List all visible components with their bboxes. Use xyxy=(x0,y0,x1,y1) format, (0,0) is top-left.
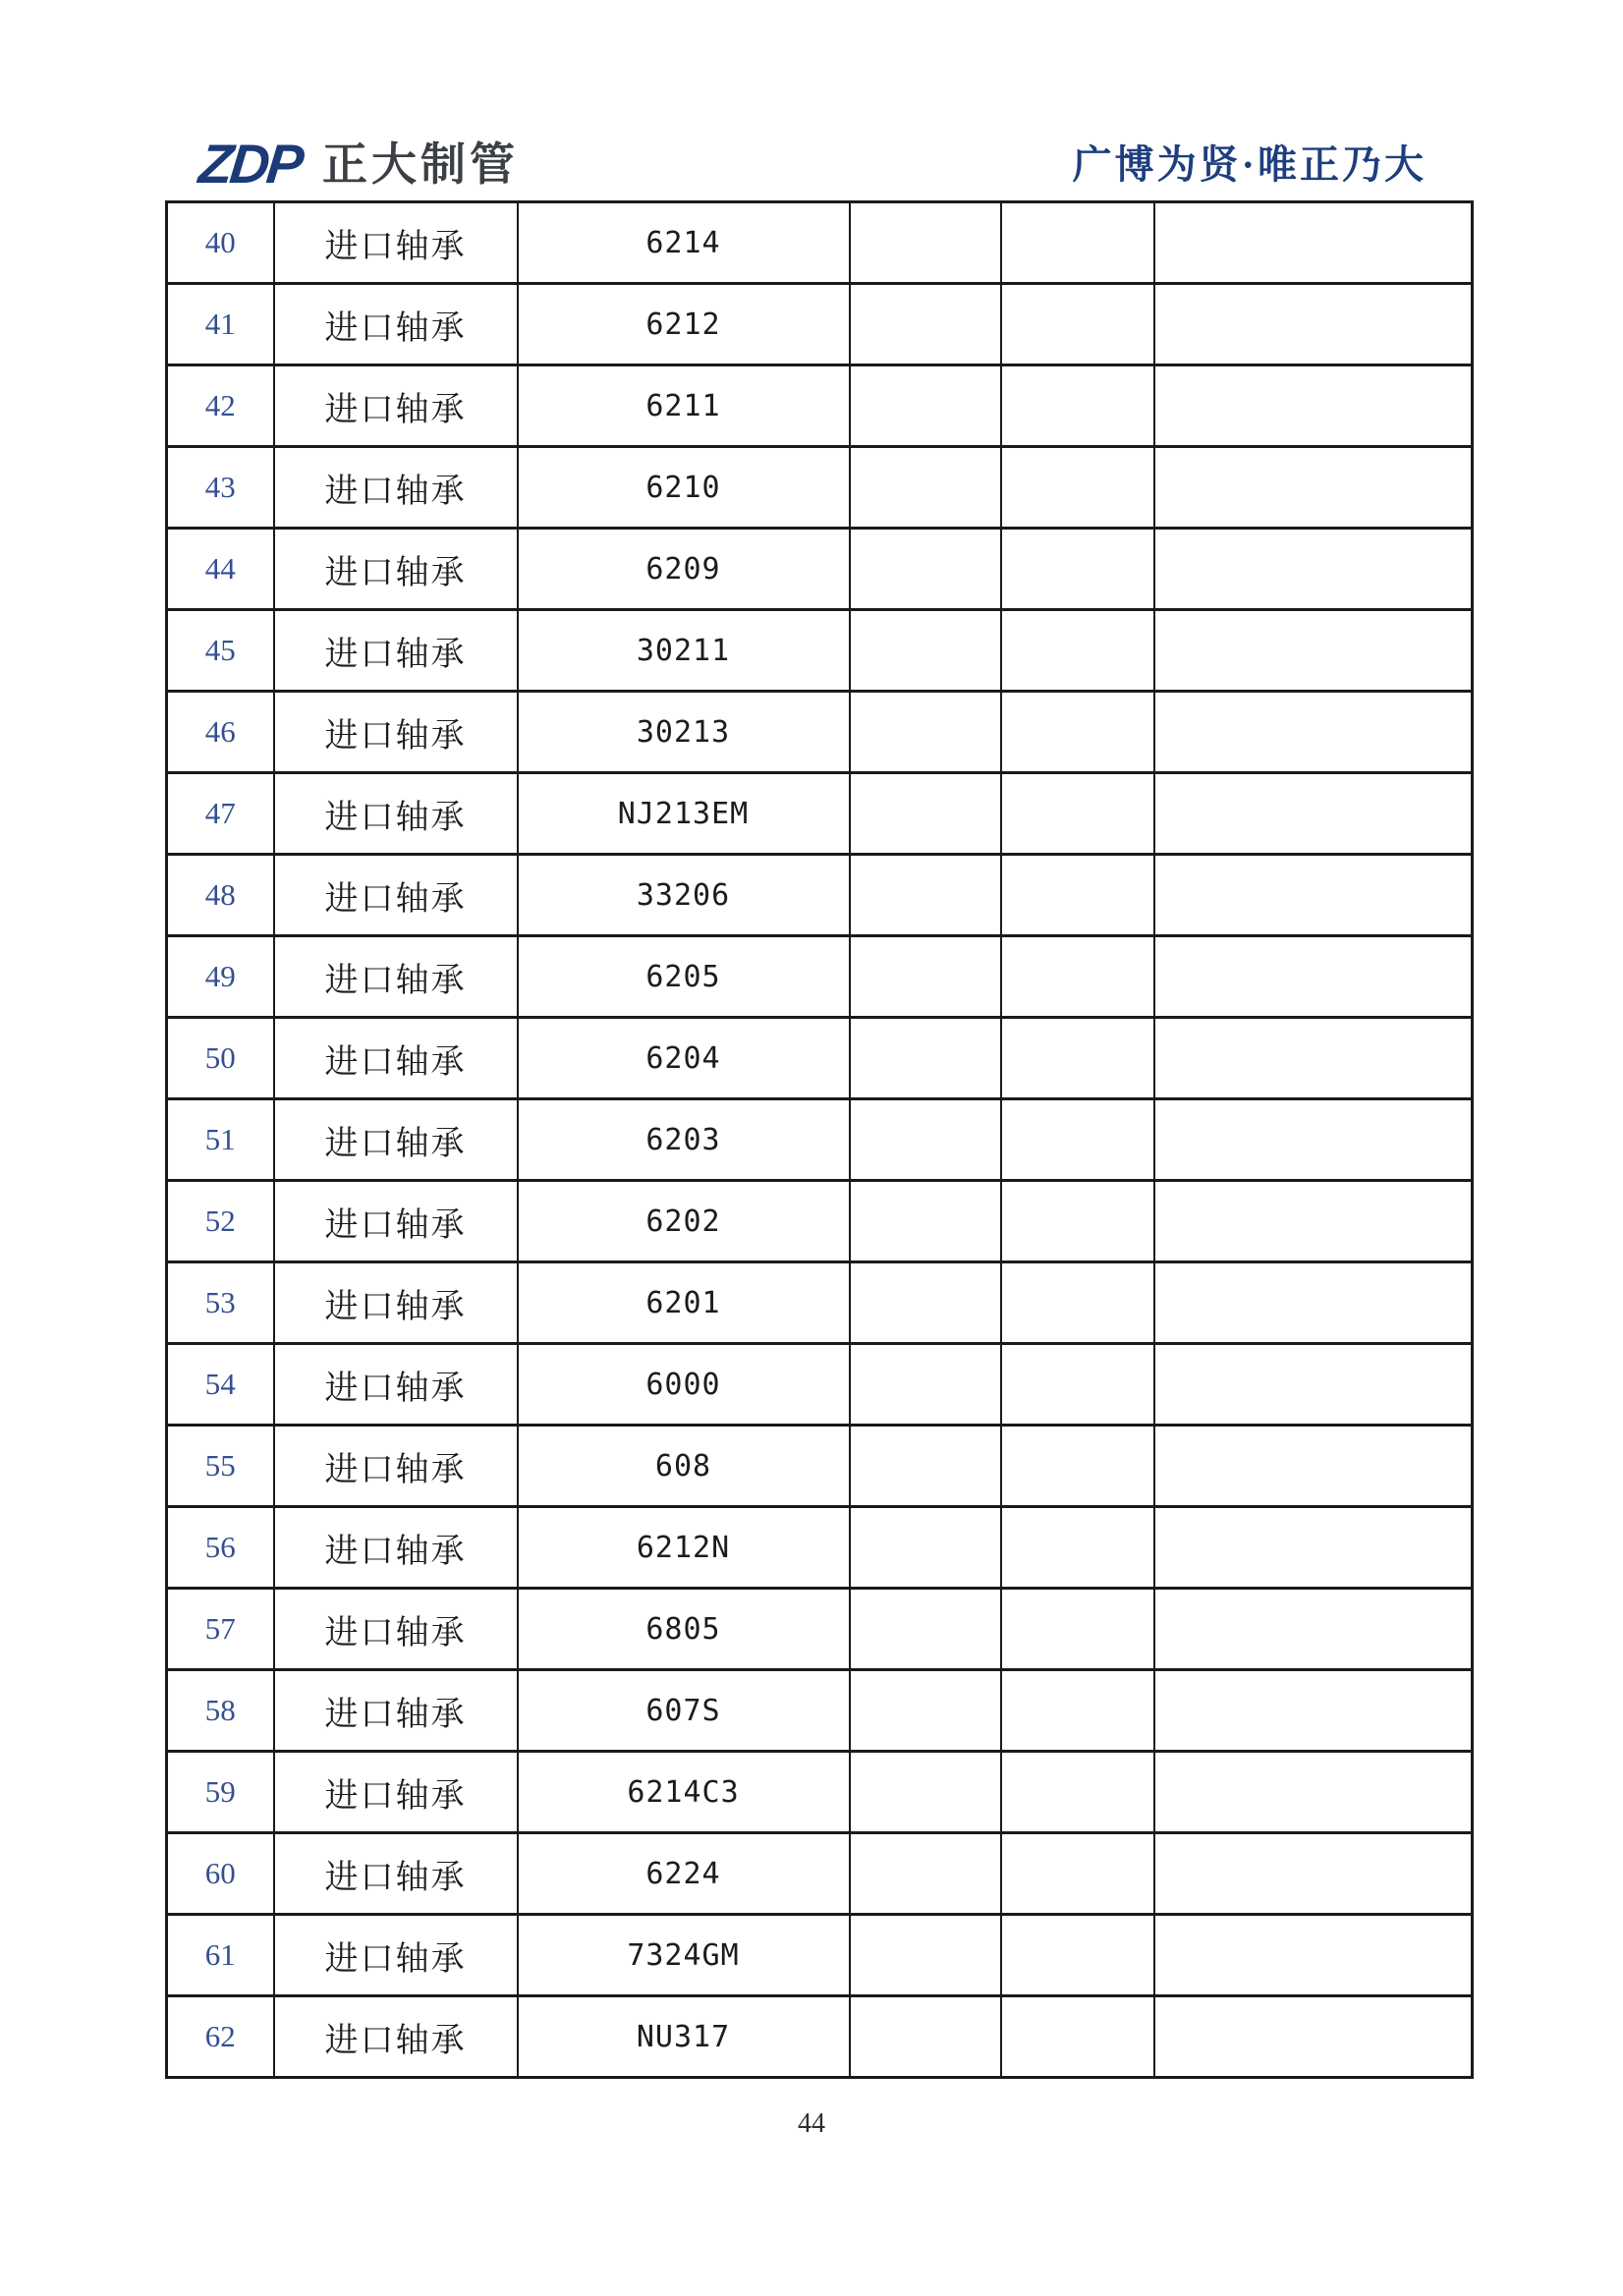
empty-cell-2 xyxy=(1001,1833,1154,1915)
model-number-cell: 6212 xyxy=(518,284,850,365)
empty-cell-2 xyxy=(1001,1344,1154,1426)
row-number-cell: 46 xyxy=(167,692,274,773)
parts-table-body xyxy=(167,202,1473,2078)
model-number-cell: 30211 xyxy=(518,610,850,692)
empty-cell-2 xyxy=(1001,773,1154,855)
empty-cell-1 xyxy=(850,1915,1001,1996)
model-number-cell: 6214C3 xyxy=(518,1752,850,1833)
item-name-cell: 进口轴承 xyxy=(274,1099,518,1181)
empty-cell-2 xyxy=(1001,1262,1154,1344)
empty-cell-2 xyxy=(1001,1915,1154,1996)
empty-cell-2 xyxy=(1001,1018,1154,1099)
empty-cell-1 xyxy=(850,202,1001,284)
empty-cell-3 xyxy=(1154,284,1473,365)
empty-cell-1 xyxy=(850,1426,1001,1507)
empty-cell-2 xyxy=(1001,202,1154,284)
item-name-cell: 进口轴承 xyxy=(274,936,518,1018)
item-name-cell: 进口轴承 xyxy=(274,1018,518,1099)
item-name-cell: 进口轴承 xyxy=(274,855,518,936)
empty-cell-2 xyxy=(1001,936,1154,1018)
row-number-cell: 53 xyxy=(167,1262,274,1344)
item-name-cell: 进口轴承 xyxy=(274,1426,518,1507)
item-name-cell: 进口轴承 xyxy=(274,1262,518,1344)
table-row xyxy=(167,1018,1473,1099)
header-slogan: 广博为贤·唯正乃大 xyxy=(1072,142,1427,187)
row-number-cell: 56 xyxy=(167,1507,274,1589)
empty-cell-3 xyxy=(1154,1262,1473,1344)
empty-cell-2 xyxy=(1001,1752,1154,1833)
table-row xyxy=(167,365,1473,447)
empty-cell-3 xyxy=(1154,1589,1473,1670)
row-number-cell: 60 xyxy=(167,1833,274,1915)
empty-cell-2 xyxy=(1001,1996,1154,2078)
empty-cell-1 xyxy=(850,855,1001,936)
empty-cell-3 xyxy=(1154,1752,1473,1833)
table-row xyxy=(167,1426,1473,1507)
model-number-cell: 6805 xyxy=(518,1589,850,1670)
empty-cell-1 xyxy=(850,1099,1001,1181)
empty-cell-2 xyxy=(1001,1426,1154,1507)
empty-cell-1 xyxy=(850,1262,1001,1344)
row-number-cell: 45 xyxy=(167,610,274,692)
table-row xyxy=(167,692,1473,773)
empty-cell-3 xyxy=(1154,1833,1473,1915)
empty-cell-2 xyxy=(1001,610,1154,692)
row-number-cell: 52 xyxy=(167,1181,274,1262)
table-row xyxy=(167,1507,1473,1589)
item-name-cell: 进口轴承 xyxy=(274,1589,518,1670)
model-number-cell: 6000 xyxy=(518,1344,850,1426)
table-row xyxy=(167,1262,1473,1344)
table-row xyxy=(167,936,1473,1018)
empty-cell-1 xyxy=(850,610,1001,692)
logo-company-name: 正大制管 xyxy=(322,139,519,190)
item-name-cell: 进口轴承 xyxy=(274,1996,518,2078)
item-name-cell: 进口轴承 xyxy=(274,773,518,855)
empty-cell-2 xyxy=(1001,1670,1154,1752)
item-name-cell: 进口轴承 xyxy=(274,202,518,284)
empty-cell-3 xyxy=(1154,1344,1473,1426)
row-number-cell: 54 xyxy=(167,1344,274,1426)
empty-cell-1 xyxy=(850,692,1001,773)
model-number-cell: 6205 xyxy=(518,936,850,1018)
empty-cell-2 xyxy=(1001,855,1154,936)
table-row xyxy=(167,1833,1473,1915)
empty-cell-1 xyxy=(850,1996,1001,2078)
table-row xyxy=(167,1670,1473,1752)
empty-cell-3 xyxy=(1154,610,1473,692)
empty-cell-3 xyxy=(1154,1996,1473,2078)
empty-cell-3 xyxy=(1154,936,1473,1018)
model-number-cell: NU317 xyxy=(518,1996,850,2078)
empty-cell-3 xyxy=(1154,773,1473,855)
model-number-cell: 7324GM xyxy=(518,1915,850,1996)
empty-cell-3 xyxy=(1154,1181,1473,1262)
item-name-cell: 进口轴承 xyxy=(274,1752,518,1833)
empty-cell-1 xyxy=(850,1344,1001,1426)
item-name-cell: 进口轴承 xyxy=(274,284,518,365)
model-number-cell: 608 xyxy=(518,1426,850,1507)
empty-cell-3 xyxy=(1154,1507,1473,1589)
row-number-cell: 62 xyxy=(167,1996,274,2078)
empty-cell-1 xyxy=(850,1018,1001,1099)
empty-cell-3 xyxy=(1154,1426,1473,1507)
empty-cell-2 xyxy=(1001,1507,1154,1589)
model-number-cell: 6204 xyxy=(518,1018,850,1099)
item-name-cell: 进口轴承 xyxy=(274,1507,518,1589)
empty-cell-3 xyxy=(1154,529,1473,610)
empty-cell-2 xyxy=(1001,284,1154,365)
row-number-cell: 47 xyxy=(167,773,274,855)
empty-cell-1 xyxy=(850,447,1001,529)
table-row xyxy=(167,1752,1473,1833)
row-number-cell: 61 xyxy=(167,1915,274,1996)
empty-cell-3 xyxy=(1154,1915,1473,1996)
empty-cell-3 xyxy=(1154,692,1473,773)
model-number-cell: 6212N xyxy=(518,1507,850,1589)
table-row xyxy=(167,1181,1473,1262)
empty-cell-3 xyxy=(1154,1670,1473,1752)
model-number-cell: 6214 xyxy=(518,202,850,284)
row-number-cell: 59 xyxy=(167,1752,274,1833)
model-number-cell: 6209 xyxy=(518,529,850,610)
table-row xyxy=(167,610,1473,692)
model-number-cell: 6224 xyxy=(518,1833,850,1915)
model-number-cell: 6203 xyxy=(518,1099,850,1181)
row-number-cell: 44 xyxy=(167,529,274,610)
empty-cell-2 xyxy=(1001,692,1154,773)
row-number-cell: 55 xyxy=(167,1426,274,1507)
empty-cell-3 xyxy=(1154,855,1473,936)
empty-cell-1 xyxy=(850,529,1001,610)
empty-cell-3 xyxy=(1154,202,1473,284)
empty-cell-2 xyxy=(1001,447,1154,529)
model-number-cell: 33206 xyxy=(518,855,850,936)
empty-cell-2 xyxy=(1001,1589,1154,1670)
item-name-cell: 进口轴承 xyxy=(274,1344,518,1426)
item-name-cell: 进口轴承 xyxy=(274,1670,518,1752)
empty-cell-2 xyxy=(1001,529,1154,610)
table-row xyxy=(167,855,1473,936)
parts-table xyxy=(165,200,1474,2079)
item-name-cell: 进口轴承 xyxy=(274,529,518,610)
empty-cell-3 xyxy=(1154,447,1473,529)
empty-cell-1 xyxy=(850,1752,1001,1833)
empty-cell-1 xyxy=(850,284,1001,365)
item-name-cell: 进口轴承 xyxy=(274,365,518,447)
logo-zdp-mark: ZDP xyxy=(196,133,305,195)
item-name-cell: 进口轴承 xyxy=(274,1181,518,1262)
table-row xyxy=(167,284,1473,365)
item-name-cell: 进口轴承 xyxy=(274,610,518,692)
empty-cell-1 xyxy=(850,1507,1001,1589)
row-number-cell: 57 xyxy=(167,1589,274,1670)
empty-cell-1 xyxy=(850,936,1001,1018)
item-name-cell: 进口轴承 xyxy=(274,447,518,529)
row-number-cell: 51 xyxy=(167,1099,274,1181)
model-number-cell: 6210 xyxy=(518,447,850,529)
item-name-cell: 进口轴承 xyxy=(274,1833,518,1915)
empty-cell-1 xyxy=(850,1670,1001,1752)
row-number-cell: 43 xyxy=(167,447,274,529)
empty-cell-3 xyxy=(1154,1099,1473,1181)
item-name-cell: 进口轴承 xyxy=(274,692,518,773)
empty-cell-2 xyxy=(1001,1181,1154,1262)
model-number-cell: 6211 xyxy=(518,365,850,447)
row-number-cell: 41 xyxy=(167,284,274,365)
table-row xyxy=(167,529,1473,610)
row-number-cell: 58 xyxy=(167,1670,274,1752)
row-number-cell: 48 xyxy=(167,855,274,936)
empty-cell-2 xyxy=(1001,365,1154,447)
row-number-cell: 40 xyxy=(167,202,274,284)
empty-cell-1 xyxy=(850,1833,1001,1915)
row-number-cell: 49 xyxy=(167,936,274,1018)
model-number-cell: 6202 xyxy=(518,1181,850,1262)
empty-cell-2 xyxy=(1001,1099,1154,1181)
empty-cell-3 xyxy=(1154,365,1473,447)
row-number-cell: 50 xyxy=(167,1018,274,1099)
table-row xyxy=(167,447,1473,529)
page-number: 44 xyxy=(798,2108,825,2139)
table-row xyxy=(167,1099,1473,1181)
empty-cell-1 xyxy=(850,365,1001,447)
empty-cell-1 xyxy=(850,1589,1001,1670)
table-row xyxy=(167,1915,1473,1996)
table-row xyxy=(167,773,1473,855)
company-logo xyxy=(196,133,519,195)
table-row xyxy=(167,1996,1473,2078)
model-number-cell: 6201 xyxy=(518,1262,850,1344)
empty-cell-1 xyxy=(850,1181,1001,1262)
empty-cell-3 xyxy=(1154,1018,1473,1099)
row-number-cell: 42 xyxy=(167,365,274,447)
table-row xyxy=(167,202,1473,284)
item-name-cell: 进口轴承 xyxy=(274,1915,518,1996)
model-number-cell: 607S xyxy=(518,1670,850,1752)
model-number-cell: 30213 xyxy=(518,692,850,773)
table-row xyxy=(167,1344,1473,1426)
table-row xyxy=(167,1589,1473,1670)
model-number-cell: NJ213EM xyxy=(518,773,850,855)
empty-cell-1 xyxy=(850,773,1001,855)
